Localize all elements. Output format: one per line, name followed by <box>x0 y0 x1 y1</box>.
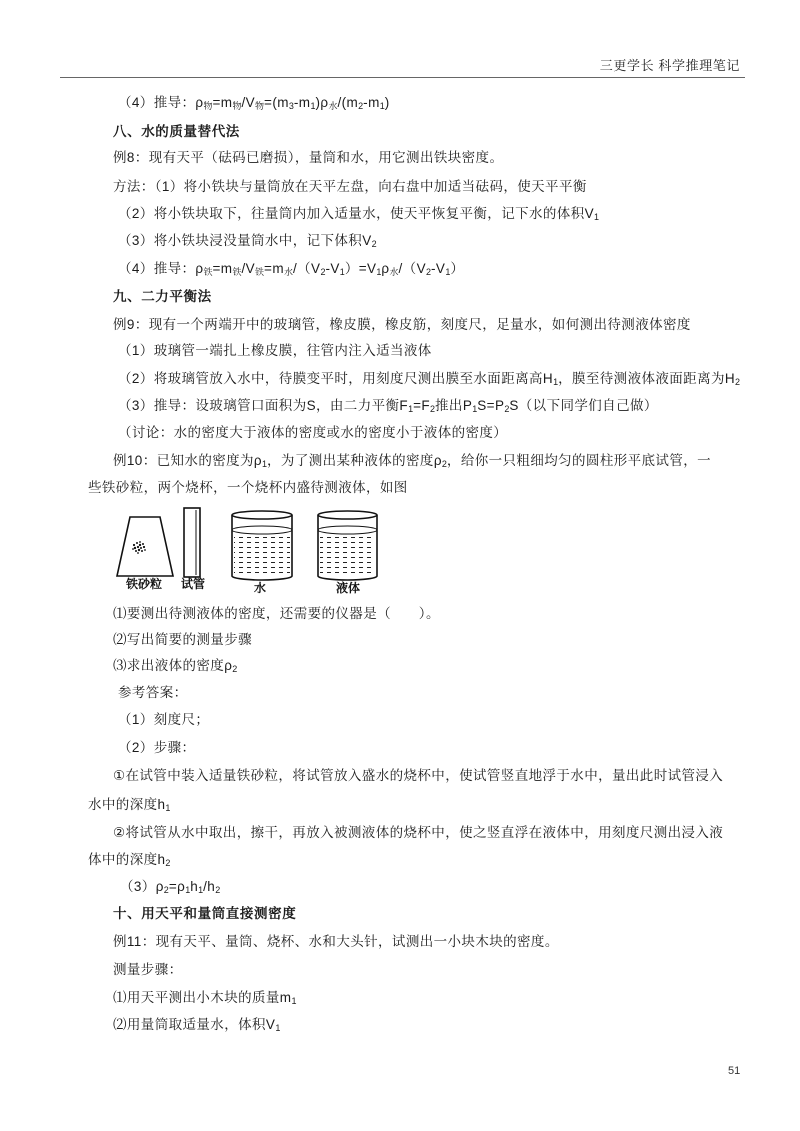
text-run: /h <box>203 879 216 894</box>
figure-label-liquid: 液体 <box>335 581 361 595</box>
subscript: 物 <box>203 101 213 111</box>
section9-heading <box>113 288 212 310</box>
liquid-surface <box>318 526 377 534</box>
subscript: 2 <box>735 377 741 387</box>
text-run: S（以下同学们自己做） <box>509 398 658 413</box>
text-run: ，给你一只粗细均匀的圆柱形平底试管，一 <box>446 453 712 468</box>
subscript: 1 <box>185 885 191 895</box>
section9-step-1 <box>118 342 432 364</box>
text-run: （4）推导：ρ <box>118 261 204 276</box>
answer-3 <box>120 878 220 900</box>
beaker-bottom <box>318 576 377 580</box>
answer-1 <box>118 711 209 733</box>
container-outline <box>117 517 173 576</box>
subscript: 2 <box>441 459 447 469</box>
example11-line <box>113 933 559 955</box>
question-3 <box>113 657 237 679</box>
text-run: -m <box>293 95 311 110</box>
text-run: 体中的深度h <box>88 852 166 867</box>
subscript: 1 <box>553 377 559 387</box>
test-tube-outline <box>184 508 200 577</box>
page-number: 51 <box>728 1065 741 1077</box>
text-run: /V <box>241 95 256 110</box>
text-run: ） <box>450 261 465 276</box>
subscript: 1 <box>379 101 385 111</box>
text-run: =(m <box>264 95 289 110</box>
subscript: 1 <box>198 885 204 895</box>
text-run: ρ <box>381 261 390 276</box>
section8-method-3 <box>118 232 377 254</box>
subscript: 1 <box>291 996 297 1006</box>
answer-step2-line-1 <box>113 824 723 846</box>
subscript: 1 <box>339 267 345 277</box>
text-run: （讨论：水的密度大于液体的密度或水的密度小于液体的密度） <box>118 425 508 440</box>
text-run: （4）推导：ρ <box>118 95 204 110</box>
text-run: ，膜至待测液体液面距离为H <box>558 371 736 386</box>
subscript: 2 <box>320 267 326 277</box>
text-run: 水中的深度h <box>88 797 166 812</box>
question-1 <box>113 605 440 627</box>
answer-step1-line-2 <box>88 796 170 818</box>
water-fill <box>234 533 290 576</box>
liquid-beaker <box>318 511 377 595</box>
subscript: 2 <box>163 885 169 895</box>
subscript: 1 <box>445 267 451 277</box>
text-run: （1）刻度尺； <box>118 712 210 727</box>
header-title: 三更学长 科学推理笔记 <box>599 58 740 73</box>
answer-step1-line-1 <box>113 767 723 789</box>
subscript: 水 <box>389 267 399 277</box>
section9-step-2 <box>118 370 740 392</box>
section8-method-1 <box>113 178 587 200</box>
heading-text: 十、用天平和量筒直接测密度 <box>113 906 297 921</box>
question-2 <box>113 631 252 653</box>
subscript: 3 <box>288 101 294 111</box>
text-run: （3）推导：设玻璃管口面积为S，由二力平衡F <box>118 398 409 413</box>
header-divider <box>60 77 745 78</box>
beaker-rim <box>232 511 292 519</box>
text-run: S=P <box>477 398 505 413</box>
text-run: ②将试管从水中取出，擦干，再放入被测液体的烧杯中，使之竖直浮在液体中，用刻度尺测出浸入液 <box>113 825 724 840</box>
heading-text: 八、水的质量替代法 <box>113 124 240 139</box>
subscript: 2 <box>232 664 238 674</box>
section8-method-2 <box>118 205 599 227</box>
text-run: ⑵写出简要的测量步骤 <box>113 632 252 647</box>
subscript: 1 <box>310 101 316 111</box>
beaker-bottom <box>232 576 292 580</box>
text-run: （3）ρ <box>120 879 164 894</box>
subscript: 铁 <box>255 267 265 277</box>
answer-step2-line-2 <box>88 851 170 873</box>
subscript: 2 <box>504 404 510 414</box>
discussion-line <box>118 424 507 446</box>
figure-label-water: 水 <box>253 581 267 595</box>
answer-2 <box>118 739 195 761</box>
subscript: 1 <box>472 404 478 414</box>
apparatus-figure <box>110 500 390 600</box>
text-run: 例9：现有一个两端开中的玻璃管，橡皮膜，橡皮筋，刻度尺，足量水，如何测出待测液体密度 <box>113 317 691 332</box>
text-run: )ρ <box>315 95 329 110</box>
subscript: 1 <box>275 1023 281 1033</box>
section8-heading <box>113 123 240 145</box>
answer-title <box>118 684 188 706</box>
text-run: ) <box>384 95 390 110</box>
text-run: ⑴用天平测出小木块的质量m <box>113 990 292 1005</box>
text-run: ⑵用量筒取适量水，体积V <box>113 1017 276 1032</box>
subscript: 1 <box>376 267 382 277</box>
subscript: 水 <box>328 101 338 111</box>
subscript: 2 <box>165 858 171 868</box>
text-run: =F <box>413 398 431 413</box>
text-run: /(m <box>337 95 359 110</box>
text-run: 方法：（1）将小铁块与量筒放在天平左盘，向右盘中加适当砝码，使天平平衡 <box>113 179 587 194</box>
subscript: 1 <box>262 459 268 469</box>
section10-step-2 <box>113 1016 280 1038</box>
subscript: 物 <box>255 101 265 111</box>
subscript: 2 <box>430 404 436 414</box>
text-run: ）=V <box>344 261 377 276</box>
text-run: ①在试管中装入适量铁砂粒，将试管放入盛水的烧杯中，使试管竖直地浮于水中，量出此时试管浸入 <box>113 768 724 783</box>
example10-line-2 <box>88 479 408 501</box>
subscript: 水 <box>283 267 293 277</box>
text-run: 例11：现有天平、量筒、烧杯、水和大头针，试测出一小块木块的密度。 <box>113 934 559 949</box>
text-run: （1）玻璃管一端扎上橡皮膜，往管内注入适当液体 <box>118 343 432 358</box>
example9-line <box>113 316 691 338</box>
text-run: =m <box>212 261 233 276</box>
section10-heading <box>113 905 296 927</box>
text-run: h <box>190 879 199 894</box>
subscript: 物 <box>232 101 242 111</box>
subscript: 铁 <box>232 267 242 277</box>
example8-line <box>113 149 503 171</box>
subscript: 1 <box>165 803 171 813</box>
test-tube <box>181 508 205 591</box>
figure-label-iron-sand: 铁砂粒 <box>125 577 163 591</box>
subscript: 1 <box>408 404 414 414</box>
subscript: 铁 <box>203 267 213 277</box>
text-run: 例10：已知水的密度为ρ <box>113 453 262 468</box>
water-beaker <box>232 511 292 595</box>
section10-step-1 <box>113 989 296 1011</box>
text-run: -V <box>431 261 446 276</box>
text-run: -V <box>325 261 340 276</box>
subscript: 2 <box>426 267 432 277</box>
text-run: ⑶求出液体的密度ρ <box>113 658 233 673</box>
prev-derivation-line <box>118 94 390 116</box>
text-run: /（V <box>398 261 426 276</box>
subscript: 2 <box>215 885 221 895</box>
text-run: =m <box>212 95 233 110</box>
section9-step-3 <box>118 397 658 419</box>
text-run: -m <box>363 95 380 110</box>
text-run: 些铁砂粒，两个烧杯，一个烧杯内盛待测液体，如图 <box>88 480 408 495</box>
text-run: =ρ <box>168 879 186 894</box>
text-run: /（V <box>293 261 321 276</box>
section8-method-4 <box>118 260 464 282</box>
subscript: 1 <box>594 212 600 222</box>
text-run: ⑴要测出待测液体的密度，还需要的仪器是（ ）。 <box>113 606 440 621</box>
iron-sand-grains <box>132 541 146 554</box>
text-run: /V <box>241 261 256 276</box>
subscript: 2 <box>358 101 364 111</box>
text-run: 例8：现有天平（砝码已磨损），量筒和水，用它测出铁块密度。 <box>113 150 504 165</box>
iron-sand-container <box>117 517 173 591</box>
text-run: （2）将小铁块取下，往量筒内加入适量水，使天平恢复平衡，记下水的体积V <box>118 206 595 221</box>
liquid-fill <box>320 533 375 576</box>
example10-line-1 <box>113 452 711 474</box>
water-surface <box>232 526 292 534</box>
text-run: 推出P <box>435 398 473 413</box>
text-run: （2）步骤： <box>118 740 196 755</box>
text-run: （2）将玻璃管放入水中，待膜变平时，用刻度尺测出膜至水面距离高H <box>118 371 554 386</box>
section10-steps-title <box>113 961 183 983</box>
heading-text: 九、二力平衡法 <box>113 289 212 304</box>
beaker-rim <box>318 511 377 519</box>
subscript: 2 <box>371 239 377 249</box>
figure-label-test-tube: 试管 <box>180 577 206 591</box>
text-run: 测量步骤： <box>113 962 183 977</box>
text-run: ，为了测出某种液体的密度ρ <box>267 453 442 468</box>
text-run: =m <box>264 261 284 276</box>
text-run: （3）将小铁块浸没量筒水中，记下体积V <box>118 233 372 248</box>
text-run: 参考答案： <box>118 685 188 700</box>
